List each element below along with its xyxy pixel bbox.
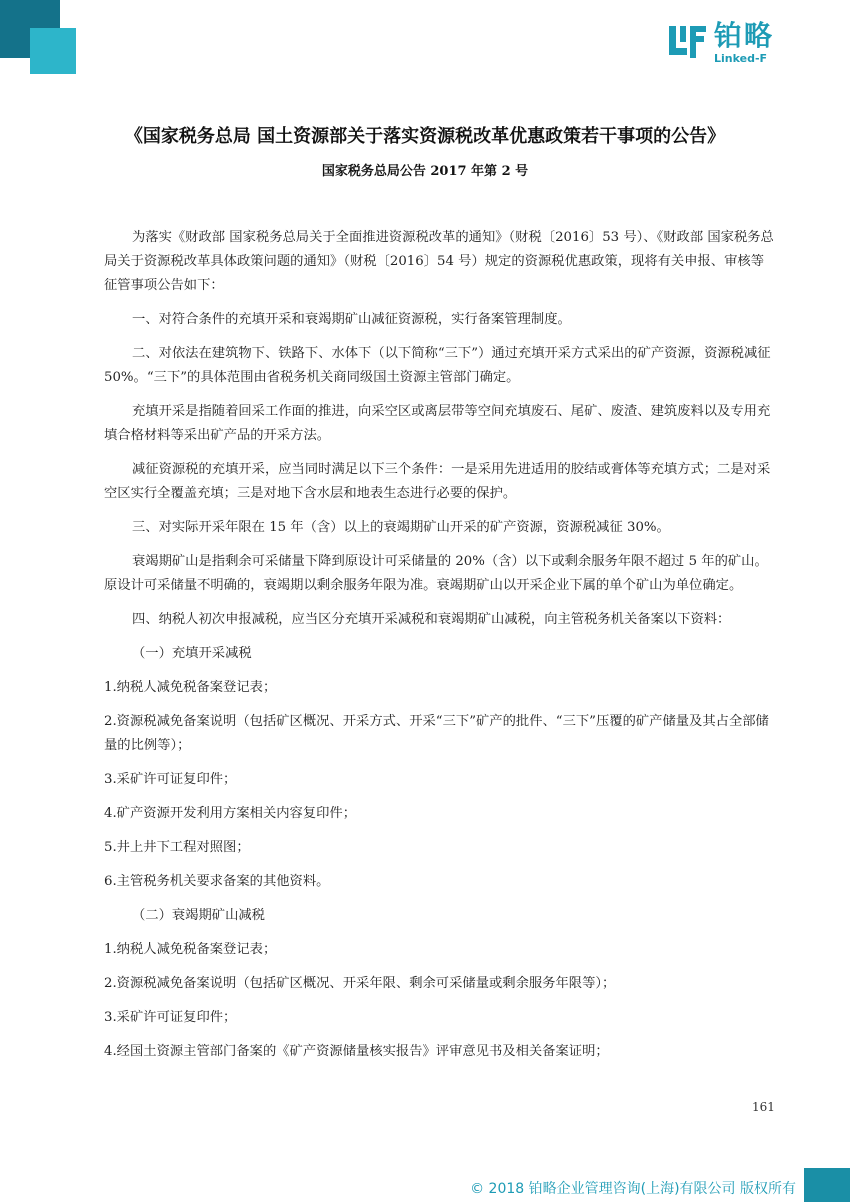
corner-decoration-bottom [804, 1168, 850, 1202]
list-item: 1.纳税人减免税备案登记表； [104, 942, 277, 957]
logo-subtitle: Linked-F [714, 52, 768, 65]
list-item: 4.矿产资源开发利用方案相关内容复印件； [104, 806, 357, 821]
paragraph: 一、对符合条件的充填开采和衰竭期矿山减征资源税，实行备案管理制度。 [132, 312, 571, 327]
page-number: 161 [752, 1100, 775, 1114]
logo-mark-icon [668, 22, 708, 62]
paragraph: 二、对依法在建筑物下、铁路下、水体下（以下简称“三下”）通过充填开采方式采出的矿产资源，资源税减征 50%。“三下”的具体范围由省税务机关商同级国土资源主管部门确定。 [104, 346, 771, 385]
paragraph: 减征资源税的充填开采，应当同时满足以下三个条件：一是采用先进适用的胶结或膏体等充填方式；二是对采空区实行全覆盖充填；三是对地下含水层和地表生态进行必要的保护。 [104, 462, 771, 501]
section-heading: （一）充填开采减税 [132, 646, 252, 661]
document-subtitle: 国家税务总局公告 2017 年第 2 号 [321, 164, 529, 179]
list-item: 5.井上井下工程对照图； [104, 840, 250, 855]
list-item: 2.资源税减免备案说明（包括矿区概况、开采方式、开采“三下”矿产的批件、“三下”压覆的矿产储量及其占全部储量的比例等）； [104, 714, 769, 753]
paragraph: 衰竭期矿山是指剩余可采储量下降到原设计可采储量的 20%（含）以下或剩余服务年限不超过 5 年的矿山。原设计可采储量不明确的，衰竭期以剩余服务年限为准。衰竭期矿山以开采企业下属的单个矿山为单位确定。 [104, 554, 768, 593]
paragraph-intro: 为落实《财政部 国家税务总局关于全面推进资源税改革的通知》（财税〔2016〕53 号）、《财政部 国家税务总局关于资源税改革具体政策问题的通知》（财税〔2016〕54 号）规定的资源税优惠政策，现将有关申报、审核等征管事项公告如下： [104, 230, 774, 293]
paragraph: 四、纳税人初次申报减税，应当区分充填开采减税和衰竭期矿山减税，向主管税务机关备案以下资料： [132, 612, 731, 627]
section-heading: （二）衰竭期矿山减税 [132, 908, 265, 923]
list-item: 6.主管税务机关要求备案的其他资料。 [104, 874, 330, 889]
document-title: 《国家税务总局 国土资源部关于落实资源税改革优惠政策若干事项的公告》 [124, 126, 726, 147]
list-item: 2.资源税减免备案说明（包括矿区概况、开采年限、剩余可采储量或剩余服务年限等）； [104, 976, 616, 991]
list-item: 1.纳税人减免税备案登记表； [104, 680, 277, 695]
list-item: 3.采矿许可证复印件； [104, 1010, 237, 1025]
copyright-notice: © 2018 铂略企业管理咨询(上海)有限公司 版权所有 [470, 1181, 796, 1197]
paragraph: 三、对实际开采年限在 15 年（含）以上的衰竭期矿山开采的矿产资源，资源税减征 30%。 [132, 520, 670, 535]
corner-decoration-light [30, 28, 76, 74]
list-item: 3.采矿许可证复印件； [104, 772, 237, 787]
logo-name: 铂略 [714, 19, 775, 52]
brand-logo [668, 20, 798, 66]
list-item: 4.经国土资源主管部门备案的《矿产资源储量核实报告》评审意见书及相关备案证明； [104, 1044, 609, 1059]
document-body [104, 226, 776, 1074]
paragraph: 充填开采是指随着回采工作面的推进，向采空区或离层带等空间充填废石、尾矿、废渣、建筑废料以及专用充填合格材料等采出矿产品的开采方法。 [104, 404, 771, 443]
